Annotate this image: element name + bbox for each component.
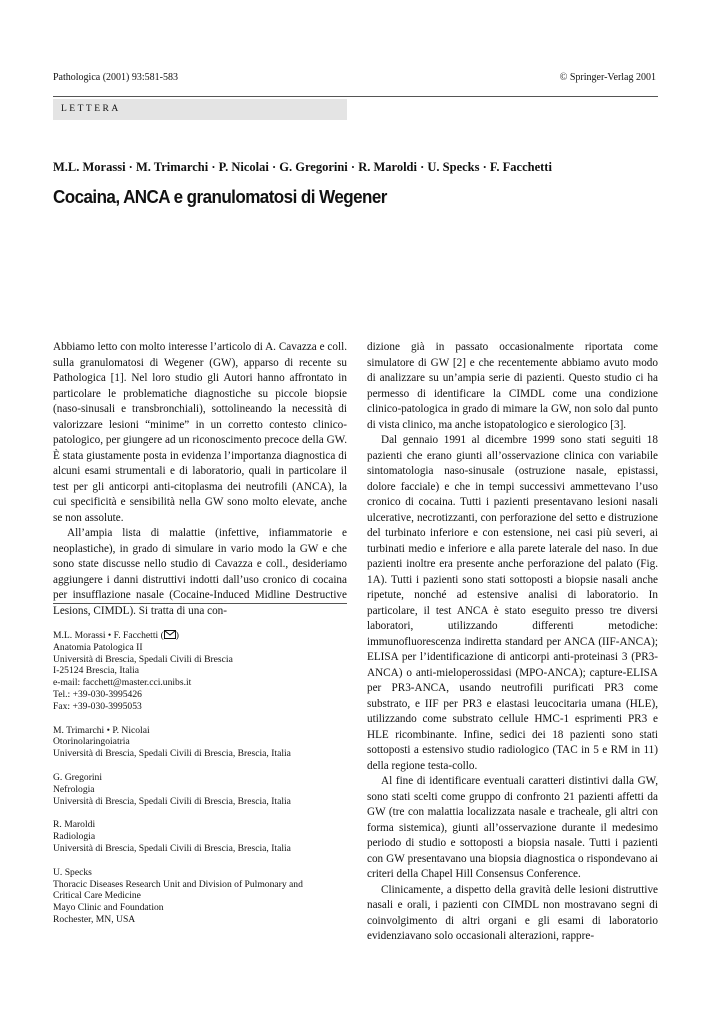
paragraph: Clinicamente, a dispetto della gravità delle lesioni distruttive nasali e orali, i pazienti con CIMDL non mostravano segni di coinvolgimento di altri organi e gli esami di laboratorio evidenziavano solo occasionali alterazioni, rappre- (367, 883, 658, 942)
affiliation-line: Università di Brescia, Spedali Civili di Brescia, Brescia, Italia (53, 748, 291, 760)
affiliation-line: Nefrologia (53, 783, 95, 795)
affiliation-names: G. Gregorini (53, 771, 103, 783)
affiliation-divider (53, 603, 347, 604)
affiliation-line: Anatomia Patologica II (53, 641, 143, 653)
affiliation-line: Critical Care Medicine (53, 890, 141, 902)
affiliation-line: Radiologia (53, 831, 96, 843)
affiliations (53, 630, 353, 938)
affiliation-line: Università di Brescia, Spedali Civili di Brescia, Brescia, Italia (53, 795, 291, 807)
affiliation-line: Thoracic Diseases Research Unit and Division of Pulmonary and (53, 878, 303, 890)
affiliation-block (53, 772, 353, 807)
header-divider (53, 96, 658, 97)
body-column-right (367, 340, 658, 945)
body-column-left (53, 340, 347, 619)
affiliation-phone: Tel.: +39-030-3995426 (53, 688, 142, 700)
copyright-notice: © Springer-Verlag 2001 (559, 72, 656, 83)
journal-citation: Pathologica (2001) 93:581-583 (53, 72, 178, 83)
affiliation-block (53, 819, 353, 854)
affiliation-names: R. Maroldi (53, 819, 96, 831)
affiliation-email: e-mail: facchett@master.cci.unibs.it (53, 677, 192, 689)
affiliation-names: U. Specks (53, 866, 92, 878)
section-label: LETTERA (61, 104, 121, 114)
author-list: M.L. Morassi · M. Trimarchi · P. Nicolai · G. Gregorini · R. Maroldi · U. Specks · F. Facchetti (53, 160, 552, 174)
affiliation-block: M.L. Morassi • F. Facchetti ( ) Anatomia Patologica II Università di Brescia, Spedali Civili di Brescia I-25124 Brescia, Italia e-mail: facchett@master.cci.unibs.it Tel.: +39-030-3995426 Fax: +39-030-3995053 (53, 630, 353, 713)
paragraph: dizione già in passato occasionalmente riportata come simulatore di GW [2] e che recentemente abbiamo avuto modo di analizzare su un’ampia serie di pazienti. Questo studio ci ha permesso di identificare la CIMDL come una condizione clinico-patologica in grado di mimare la GW, non solo dal punto di vista clinico, ma anche istopatologico e sierologico [3]. (367, 341, 658, 431)
affiliation-line: Università di Brescia, Spedali Civili di Brescia (53, 653, 233, 665)
paragraph: Abbiamo letto con molto interesse l’articolo di A. Cavazza e coll. sulla granulomatosi di Wegener (GW), apparso di recente su Pathologica [1]. Nel loro studio gli Autori hanno affrontato in particolare le problematiche diagnostiche su piccole biopsie (naso-sinusali e transbronchiali), sottolineando la necessità di valorizzare lesioni “minime” in un corretto contesto clinico-patologico, per giungere ad un riconoscimento precoce della GW. È stata giustamente posta in evidenza l’importanza diagnostica di alcuni esami strumentali e di laboratorio, quali in particolare il test per gli anticorpi anti-citoplasma dei neutrofili (ANCA), la cui specificità e sensibilità nella GW sono molto elevate, anche se non assolute. (53, 341, 347, 524)
paragraph: Dal gennaio 1991 al dicembre 1999 sono stati seguiti 18 pazienti che erano giunti all’osservazione clinica con variabile sintomatologia naso-sinusale (ostruzione nasale, epistassi, dolore facciale) e che in tempi successivi ammettevano l’uso cronico di cocaina. Tutti i pazienti presentavano lesioni nasali ulcerative, necrotizzanti, con perforazione del setto e distruzione del turbinato inferiore e con estensione, nei casi più severi, ai turbinati medio e inferiore e alla parete laterale del naso. In due pazienti inoltre era presente anche perforazione del palato (Fig. 1A). Tutti i pazienti sono stati sottoposti a biopsie nasali anche ripetute, nonché ad estensive analisi di laboratorio. In particolare, il test ANCA è stato eseguito presso tre diversi laboratori, utilizzando differenti metodiche: immunofluorescenza indiretta standard per ANCA (IIF-ANCA); ELISA per l’identificazione di anticorpi anti-proteinasi 3 (PR3-ANCA) o anti-mieloperossidasi (MPO-ANCA); capture-ELISA per PR3-ANCA, usando neutrofili purificati PR3 come substrato, e IIF per PR3 e elastasi leucocitaria umana (HLE), utilizzando come substrato cellule HMC-1 esprimenti PR3 e HLE ricombinante. Infine, sedici dei 18 pazienti sono stati sottoposti a estensivo studio radiologico (TAC in 5 e RM in 11) della regione testa-collo. (367, 434, 658, 772)
affiliation-line: Università di Brescia, Spedali Civili di Brescia, Brescia, Italia (53, 842, 291, 854)
affiliation-block (53, 867, 353, 926)
affiliation-line: Mayo Clinic and Foundation (53, 902, 164, 914)
affiliation-line: Rochester, MN, USA (53, 913, 136, 925)
paragraph: All’ampia lista di malattie (infettive, infiammatorie e neoplastiche), in grado di simulare in vario modo la GW e che sono state discusse nello studio di Cavazza e coll., desideriamo aggiungere i danni distruttivi indotti dall’uso cronico di cocaina per insufflazione nasale (Cocaine-Induced Midline Destructive Lesions, CIMDL). Si tratta di una con- (53, 527, 347, 617)
affiliation-line: I-25124 Brescia, Italia (53, 665, 140, 677)
paragraph: Al fine di identificare eventuali caratteri distintivi dalla GW, sono stati scelti come gruppo di confronto 21 pazienti affetti da GW (tre con malattia localizzata nasale e tracheale, gli altri con forma sistemica), giunti all’osservazione durante il medesimo periodo di studio e sottoposti a biopsia nasale. Tutti i pazienti con GW presentavano una biopsia diagnostica o rispondevano ai criteri della Chapel Hill Consensus Conference. (367, 775, 658, 880)
envelope-icon (164, 630, 176, 639)
affiliation-names: M.L. Morassi • F. Facchetti ( (53, 630, 164, 641)
affiliation-line: Otorinolaringoiatria (53, 736, 130, 748)
affiliation-block (53, 725, 353, 760)
article-title: Cocaina, ANCA e granulomatosi di Wegener (53, 186, 387, 207)
affiliation-names: M. Trimarchi • P. Nicolai (53, 724, 150, 736)
affiliation-fax: Fax: +39-030-3995053 (53, 700, 142, 712)
